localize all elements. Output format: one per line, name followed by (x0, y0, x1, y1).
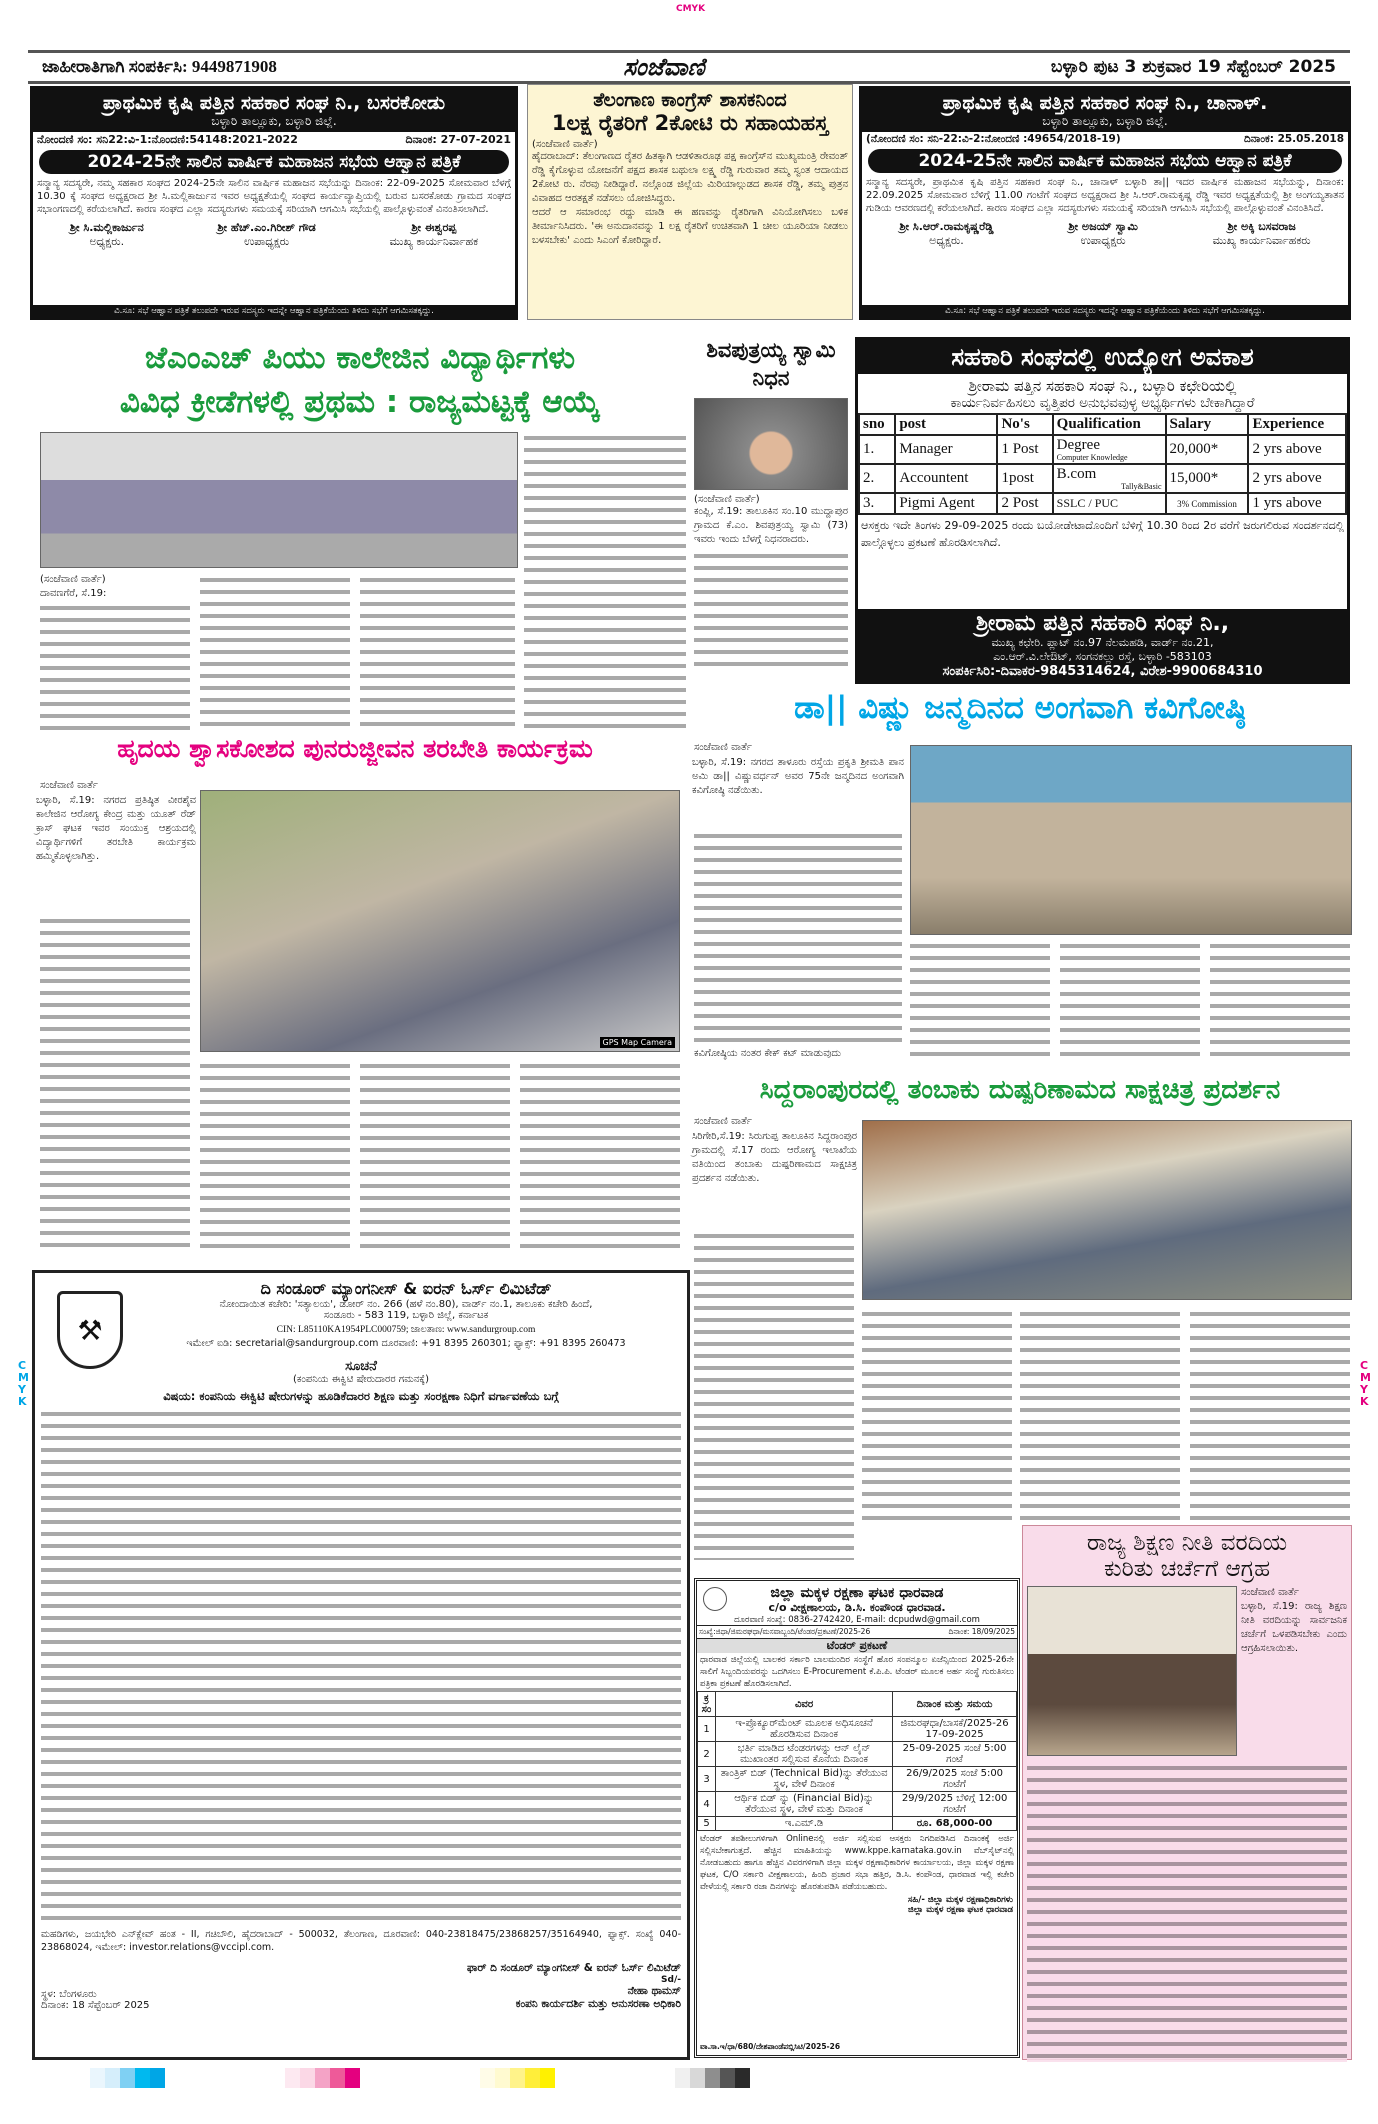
paragraph: ಆದರೆ ಆ ಸಮಾರಂಭ ರದ್ದು ಮಾಡಿ ಈ ಹಣವನ್ನು ರೈತರಿಗಾಗಿ ವಿನಿಯೋಗಿಸಲು ಬಳಿಕ ತೀರ್ಮಾನಿಸಿದರು. 'ಈ ಅನುದಾನವನ್ನು 1 ಲಕ್ಷ ರೈತರಿಗೆ ಉಚಿತವಾಗಿ 1 ಚೀಲ ಯೂರಿಯಾ ನೀಡಲು ಬಳಸಬೇಕು' ಎಂದು ಸಿಎಂಗೆ ಕೋರಿದ್ದಾರೆ. (532, 207, 848, 246)
tobacco-credit: ಸಂಜೆವಾಣಿ ವಾರ್ತೆ (694, 1116, 752, 1127)
reg-date: ದಿನಾಂಕ: 25.05.2018 (1244, 133, 1344, 145)
ad-line: ಕಾರ್ಯನಿರ್ವಹಿಸಲು ವೃತ್ತಿಪರ ಅನುಭವವುಳ್ಳ ಅಭ್ಯರ್ಥಿಗಳು ಬೇಕಾಗಿದ್ದಾರೆ (950, 395, 1255, 411)
headline: ರಾಜ್ಯ ಶಿಕ್ಷಣ ನೀತಿ ವರದಿಯ (1086, 1530, 1288, 1556)
cmyk-mark-right: CMYK (1360, 1359, 1371, 1408)
org-address: ಎಂ.ಆರ್.ವಿ.ಲೇಔಟ್, ಸಂಗನಕಲ್ಲು ರಸ್ತೆ, ಬಳ್ಳಾರಿ -583103 (993, 650, 1212, 663)
tender-intro: ಧಾರವಾಡ ಜಿಲ್ಲೆಯಲ್ಲಿ ಬಾಲಕರ ಸರ್ಕಾರಿ ಬಾಲಮಂದಿರ ಸಂಸ್ಥೆಗೆ ಹೊರ ಸಂಪನ್ಮೂಲ ಏಜೆನ್ಸಿಯಿಂದ 2025-26ನೇ ಸಾಲಿಗೆ ಸಿಬ್ಬಂದಿಯವರನ್ನು ಒದಗಿಸಲು E-Procurement ಕೆ.ಪಿ.ಪಿ. ಟೆಂಡರ್ ಮೂಲಕ ಅರ್ಹ ಸಂಸ್ಥೆ ಗುರುತಿಸಲು ಪತ್ರಿಕಾ ಪ್ರಕಟಣೆ ಹೊರಡಿಸಲಾಗಿದೆ. (700, 1655, 1014, 1689)
newspaper-logo: ಸಂಜೆವಾಣಿ (623, 53, 705, 81)
ad-note: ವಿ.ಸೂ: ಸಭೆ ಆಹ್ವಾನ ಪತ್ರಿಕೆ ತಲುಪದೇ ಇರುವ ಸದಸ್ಯರು ಇದನ್ನೇ ಆಹ್ವಾನ ಪತ್ರಿಕೆಯೆಂದು ತಿಳಿದು ಸಭೆಗೆ ಆಗಮಿಸತಕ್ಕದ್ದು. (33, 305, 515, 317)
ad-title: ಸಹಕಾರಿ ಸಂಘದಲ್ಲಿ ಉದ್ಯೋಗ ಅವಕಾಶ (858, 340, 1347, 374)
government-seal-icon (703, 1587, 727, 1611)
telangana-article (527, 84, 853, 320)
article-text (694, 830, 902, 1042)
org-address: ಮುಖ್ಯ ಕಛೇರಿ. ಪ್ಲಾಟ್ ನಂ.97 ನೆಲಮಹಡಿ, ವಾರ್ಡ್ ನಂ.21, (991, 636, 1214, 649)
signatory: ಶ್ರೀ ಅಜಯ್ ಸ್ವಾಮಿ ಉಪಾಧ್ಯಕ್ಷರು (1068, 220, 1138, 247)
notice-subject: ವಿಷಯ: ಕಂಪನಿಯ ಈಕ್ವಿಟಿ ಷೇರುಗಳನ್ನು ಹೂಡಿಕೆದಾರರ ಶಿಕ್ಷಣ ಮತ್ತು ಸಂರಕ್ಷಣಾ ನಿಧಿಗೆ ವರ್ಗಾವಣೆಯ ಬಗ್ಗೆ (163, 1389, 559, 1403)
place: ಸ್ಥಳ: ಬೆಂಗಳೂರು (41, 1989, 97, 2000)
table-row: 2 ಭರ್ತಿ ಮಾಡಿದ ಟೆಂಡರಗಳನ್ನು ಆನ್ ಲೈನ್ ಮುಖಾಂತರ ಸಲ್ಲಿಸುವ ಕೊನೆಯ ದಿನಾಂಕ 25-09-2025 ಸಂಜೆ 5:00 ಗಂಟೆ (698, 1742, 1017, 1767)
vishnu-credit: ಸಂಜೆವಾಣಿ ವಾರ್ತೆ (694, 742, 752, 753)
tender-footer: ಟೆಂಡರ್ ತಪಶೀಲುಗಳಿಗಾಗಿ Onlineನಲ್ಲಿ ಅರ್ಜಿ ಸಲ್ಲಿಸುವ ಆಸಕ್ತರು ನಿಗದಿಪಡಿಸಿದ ದಿನಾಂಕಕ್ಕೆ ಅರ್ಜಿ ಸಲ್ಲಿಸಬೇಕಾಗುತ್ತದೆ. ಹೆಚ್ಚಿನ ಮಾಹಿತಿಯನ್ನು www.kppe.karnataka.gov.in ವೆಬ್‌ಸೈಟ್‌ನಲ್ಲಿ ನೋಡಬಹುದು ಹಾಗೂ ಹೆಚ್ಚಿನ ವಿವರಗಳಿಗಾಗಿ ಜಿಲ್ಲಾ ಮಕ್ಕಳ ರಕ್ಷಣಾಧಿಕಾರಿಗಳ ಕಾರ್ಯಾಲಯ, ಜಿಲ್ಲಾ ಮಕ್ಕಳ ರಕ್ಷಣಾ ಘಟಕ, C/O ಸರ್ಕಾರಿ ವೀಕ್ಷಣಾಲಯ, ಹಿಂದಿ ಪ್ರಚಾರ ಸಭಾ ಹತ್ತಿರ, ಡಿ.ಸಿ. ಕಂಪೌಂಡ, ಧಾರವಾಡ ಇಲ್ಲಿ ಕಚೇರಿ ವೇಳೆಯಲ್ಲಿ ಸರ್ಕಾರಿ ರಜಾ ದಿನಗಳನ್ನು ಹೊರತುಪಡಿಸಿ ಪಡೆಯಬಹುದು. (700, 1834, 1014, 1892)
signature: ಸಹಿ/- ಜಿಲ್ಲಾ ಮಕ್ಕಳ ರಕ್ಷಣಾಧಿಕಾರಿಗಳು (907, 1895, 1013, 1905)
org-name: ಶ್ರೀರಾಮ ಪತ್ತಿನ ಸಹಕಾರಿ ಸಂಘ ನಿ., (975, 611, 1230, 636)
photo-tag: GPS Map Camera (600, 1037, 675, 1048)
obituary-photo (694, 398, 848, 490)
article-text (524, 432, 686, 732)
article-text (200, 1060, 350, 1255)
masthead (28, 50, 1350, 84)
headline: ಕುರಿತು ಚರ್ಚೆಗೆ ಆಗ್ರಹ (1103, 1556, 1271, 1582)
credit: ಸಂಜೆವಾಣಿ ವಾರ್ತೆ (1241, 1587, 1299, 1598)
tender-phone: ದೂರವಾಣಿ ಸಂಖ್ಯೆ: 0836-2742420, E-mail: dcpudwd@gmail.com (697, 1615, 1017, 1626)
sd: Sd/- (661, 1975, 681, 1985)
headline: ತೆಲಂಗಾಣ ಕಾಂಗ್ರೆಸ್ ಶಾಸಕನಿಂದ (593, 89, 787, 111)
cmyk-mark-left: CMYK (18, 1359, 29, 1408)
cpr-training-photo (200, 790, 680, 1052)
jmh-students-photo (40, 432, 518, 568)
ad-body: ಸನ್ಮಾನ್ಯ ಸದಸ್ಯರೇ, ಪ್ರಾಥಮಿಕ ಕೃಷಿ ಪತ್ತಿನ ಸಹಕಾರ ಸಂಘ ನಿ., ಚಾನಾಳ್ ಬಳ್ಳಾರಿ ತಾ|| ಇದರ ವಾರ್ಷಿಕ ಮಹಾಜನ ಸಭೆಯನ್ನು, ದಿನಾಂಕ: 22.09.2025 ಸೋಮವಾರ ಬೆಳಿಗ್ಗೆ 11.00 ಗಂಟೆಗೆ ಸಂಘದ ಅಧ್ಯಕ್ಷರಾದ ಶ್ರೀ ಸಿ.ಆರ್.ರಾಮಕೃಷ್ಣ ರೆಡ್ಡಿ ಇವರ ಅಧ್ಯಕ್ಷತೆಯಲ್ಲಿ ಶ್ರೀ ಅಂಗಯ್ಯತಾತನ ಗುಡಿಯ ಆವರಣದಲ್ಲಿ ಕರೆಯಲಾಗಿದೆ. ಕಾರಣ ಸಂಘದ ಎಲ್ಲಾ ಸದಸ್ಯರುಗಳು ಸಮಯಕ್ಕೆ ಸರಿಯಾಗಿ ಆಗಮಿಸಿ ಸಭೆಯಲ್ಲಿ ಪಾಲ್ಗೊಳ್ಳುವಂತೆ ವಿನಂತಿಸಿದೆ. (866, 177, 1344, 214)
jmh-headline: ಜೆಎಂಎಚ್ ಪಿಯು ಕಾಲೇಜಿನ ವಿದ್ಯಾರ್ಥಿಗಳು ವಿವಿಧ ಕ್ರೀಡೆಗಳಲ್ಲಿ ಪ್ರಥಮ : ರಾಜ್ಯಮಟ್ಟಕ್ಕೆ ಆಯ್ಕೆ (119, 340, 601, 420)
agm-banner: 2024-25ನೇ ಸಾಲಿನ ವಾರ್ಷಿಕ ಮಹಾಜನ ಸಭೆಯ ಆಹ್ವಾನ ಪತ್ರಿಕೆ (39, 150, 509, 174)
article-text (1210, 940, 1350, 1060)
tender-org: ಜಿಲ್ಲಾ ಮಕ್ಕಳ ರಕ್ಷಣಾ ಘಟಕ ಧಾರವಾಡ (770, 1585, 944, 1601)
article-text (1190, 1308, 1350, 1520)
company-cin: CIN: L85110KA1954PLC000759; ಜಾಲತಾಣ: www.sandurgroup.com (276, 1325, 536, 1335)
date: ದಿನಾಂಕ: 18 ಸೆಪ್ಟೆಂಬರ್ 2025 (41, 2000, 150, 2011)
tender-ref: ಸಂಖ್ಯೆ:ಜಿಧಾ/ಜಿಮರಘಧಾ/ಮಸವಾಬ್ಬಂದಿ/ಟೆಂಡರ/ಪ್ರಕಟಣೆ/2025-26 (699, 1627, 871, 1636)
rta-details: ಮಹಡಿಗಳು, ಜಯಭೇರಿ ಎನ್‌ಕ್ಲೇವ್ ಹಂತ - II, ಗಚಿಬೌಲಿ, ಹೈದರಾಬಾದ್ - 500032, ತೆಲಂಗಾಣ, ದೂರವಾಣಿ: 040-23818475/23868257/35164940, ಫ್ಯಾಕ್ಸ್. ಸಂಖ್ಯೆ 040-23868024, ಇಮೇಲ್: investor.relations@vccipl.com. (41, 1929, 681, 1953)
for-company: ಫಾರ್ ದಿ ಸಂಡೂರ್ ಮ್ಯಾಂಗನೀಸ್ & ಐರನ್ ಓರ್ಸ್ ಲಿಮಿಟೆಡ್ (467, 1962, 681, 1974)
basarakodu-agm-ad (30, 86, 518, 320)
headline: ಶಿವಪುತ್ರಯ್ಯ ಸ್ವಾಮಿ ನಿಧನ (706, 338, 836, 390)
tender-address: c/o ವೀಕ್ಷಣಾಲಯ, ಡಿ.ಸಿ. ಕಂಪೌಂಡ ಧಾರವಾಡ. (768, 1601, 946, 1614)
obituary (694, 336, 848, 696)
ad-note: ವಿ.ಸೂ: ಸಭೆ ಆಹ್ವಾನ ಪತ್ರಿಕೆ ತಲುಪದೇ ಇರುವ ಸದಸ್ಯರು ಇದನ್ನೇ ಆಹ್ವಾನ ಪತ್ರಿಕೆಯೆಂದು ತಿಳಿದು ಸಭೆಗೆ ಆಗಮಿಸತಕ್ಕದ್ದು. (862, 305, 1348, 317)
article-text (40, 915, 190, 1255)
article-text (360, 1060, 510, 1255)
notice-title: ಸೂಚನೆ (345, 1359, 377, 1374)
company-address: ಸಂಡೂರು - 583 119, ಬಳ್ಳಾರಿ ಜಿಲ್ಲೆ, ಕರ್ನಾಟಕ (323, 1310, 489, 1321)
article-lead: ದಾವಣಗೆರೆ, ಸೆ.19: (40, 588, 107, 599)
heart-lead: ಬಳ್ಳಾರಿ, ಸೆ.19: ನಗರದ ಪ್ರತಿಷ್ಠಿತ ವೀರಶೈವ ಕಾಲೇಜಿನ ಆರೋಗ್ಯ ಕೇಂದ್ರ ಮತ್ತು ಯೂತ್ ರೆಡ್ ಕ್ರಾಸ್ ಘಟಕ ಇವರ ಸಂಯುಕ್ತ ಆಶ್ರಯದಲ್ಲಿ ವಿದ್ಯಾರ್ಥಿಗಳಿಗೆ ತರಬೇತಿ ಕಾರ್ಯಕ್ರಮ ಹಮ್ಮಿಕೊಳ್ಳಲಾಗಿತ್ತು. (36, 795, 196, 862)
signatories (862, 220, 1348, 248)
tender-code: ವಾ.ಸಾ.ಇ/ಧಾ/680/ದೇಶಪಾಂಡೆಪಬ್ಲಿಸಿಟಿ/2025-26 (700, 2042, 841, 2051)
signatory: ಶ್ರೀ ಹೆಚ್.ಎಂ.ಗಿರೀಶ್ ಗೌಡ ಉಪಾಧ್ಯಕ್ಷರು (217, 221, 316, 248)
credit: (ಸಂಜೆವಾಣಿ ವಾರ್ತೆ) (532, 139, 598, 150)
article-text (360, 574, 515, 730)
table-row: 4 ಆರ್ಥಿಕ ಬಿಡ್ ನ್ನು (Financial Bid)ನ್ನು ತೆರೆಯುವ ಸ್ಥಳ, ವೇಳೆ ಮತ್ತು ದಿನಾಂಕ 29/9/2025 ಬೆಳಿಗ್ಗೆ 12:00 ಗಂಟೆಗೆ (698, 1792, 1017, 1817)
ad-notice: ಆಸಕ್ತರು ಇದೇ ತಿಂಗಳು 29-09-2025 ರಂದು ಬಯೋಡೇಟಾದೊಂದಿಗೆ ಬೆಳಿಗ್ಗೆ 10.30 ರಿಂದ 2ರ ವರೆಗೆ ಜರುಗಲಿರುವ ಸಂದರ್ಶನದಲ್ಲಿ ಪಾಲ್ಗೊಳ್ಳಲು ಪ್ರಕಟಣೆ ಹೊರಡಿಸಲಾಗಿದೆ. (861, 519, 1344, 549)
heart-credit: ಸಂಜೆವಾಣಿ ವಾರ್ತೆ (40, 780, 98, 791)
chanal-agm-ad (859, 86, 1351, 320)
company-contact: ಇಮೇಲ್ ಐಡಿ: secretarial@sandurgroup.com ದೂರವಾಣಿ: +91 8395 260301; ಫ್ಯಾಕ್ಸ್: +91 8395 260473 (186, 1338, 626, 1349)
company-name: ದಿ ಸಂಡೂರ್ ಮ್ಯಾಂಗನೀಸ್ & ಐರನ್ ಓರ್ಸ್ ಲಿಮಿಟೆಡ್ (260, 1279, 552, 1298)
ad-body: ಸನ್ಮಾನ್ಯ ಸದಸ್ಯರೇ, ನಮ್ಮ ಸಹಕಾರ ಸಂಘದ 2024-25ನೇ ಸಾಲಿನ ವಾರ್ಷಿಕ ಮಹಾಜನ ಸಭೆಯನ್ನು ದಿನಾಂಕ: 22-09-2025 ಸೋಮವಾರ ಬೆಳಗ್ಗೆ 10.30 ಕ್ಕೆ ಸಂಘದ ಅಧ್ಯಕ್ಷರಾದ ಶ್ರೀ ಸಿ.ಮಲ್ಲಿಕಾರ್ಜುನ ಇವರ ಅಧ್ಯಕ್ಷತೆಯಲ್ಲಿ ಸಂಘದ ಕಾರ್ಯವ್ಯಾಪ್ತಿಯಲ್ಲಿ ಬರುವ ಬಸರಕೋಡು ಗ್ರಾಮದ ಸಂಘದ ಸಭಾಂಗಣದಲ್ಲಿ ಕರೆಯಲಾಗಿದೆ. ಕಾರಣ ಸಂಘದ ಎಲ್ಲಾ ಸದಸ್ಯರುಗಳು ಸಮಯಕ್ಕೆ ಸರಿಯಾಗಿ ಆಗಮಿಸಿ ಸಭೆಯಲ್ಲಿ ಪಾಲ್ಗೊಳ್ಳುವಂತೆ ವಿನಂತಿಸಲಾಗಿದೆ. (37, 178, 511, 215)
credit: (ಸಂಜೆವಾಣಿ ವಾರ್ತೆ) (694, 494, 760, 505)
table-row: 1. Manager 1 Post Degree Computer Knowledge 20,000* 2 yrs above (859, 435, 1346, 464)
tobacco-headline: ಸಿದ್ದರಾಂಪುರದಲ್ಲಿ ತಂಬಾಕು ದುಷ್ಪರಿಣಾಮದ ಸಾಕ್ಷಚಿತ್ರ ಪ್ರದರ್ಶನ (759, 1075, 1281, 1105)
ad-title: ಪ್ರಾಥಮಿಕ ಕೃಷಿ ಪತ್ತಿನ ಸಹಕಾರ ಸಂಘ ನಿ., ಬಸರಕೋಡು (102, 92, 446, 114)
article-text (910, 940, 1050, 1060)
job-table: sno post No's Qualification Salary Experience 1. Manager 1 Post Degree Computer Knowledge 20,000* 2 yrs above 2. Accountent 1post B.com Tally&Basic 15,000* 2 yrs above 3. Pigmi Agent 2 Post SSLC / PUC 3% Commission 1 yrs above (858, 413, 1347, 515)
tobacco-lead: ಸಿರಿಗೇರಿ,ಸೆ.19: ಸಿರುಗುಪ್ಪ ತಾಲೂಕಿನ ಸಿದ್ದರಾಂಪುರ ಗ್ರಾಮದಲ್ಲಿ ಸೆ.17 ರಂದು ಆರೋಗ್ಯ ಇಲಾಖೆಯ ವತಿಯಿಂದ ತಂಬಾಕು ದುಷ್ಪರಿಣಾಮದ ಸಾಕ್ಷಚಿತ್ರ ಪ್ರದರ್ಶನ ನಡೆಯಿತು. (692, 1131, 857, 1184)
vishnu-lead: ಬಳ್ಳಾರಿ, ಸೆ.19: ನಗರದ ತಾಳೂರು ರಸ್ತೆಯ ಪ್ರಕೃತಿ ಶ್ರೀಮತಿ ಪಾನ ಅಮಿ ಡಾ|| ವಿಷ್ಣುವರ್ಧನ್ ಅವರ 75ನೇ ಜನ್ಮದಿನದ ಅಂಗವಾಗಿ ಕವಿಗೋಷ್ಠಿ ನಡೆಯಿತು. (692, 757, 904, 796)
article-text (40, 602, 190, 730)
article-text (520, 1060, 680, 1255)
signatory: ಶ್ರೀ ಸಿ.ಆರ್.ರಾಮಕೃಷ್ಣರೆಡ್ಡಿ ಅಧ್ಯಕ್ಷರು. (899, 220, 994, 247)
vishnu-headline: ಡಾ|| ವಿಷ್ಣು ಜನ್ಮದಿನದ ಅಂಗವಾಗಿ ಕವಿಗೋಷ್ಠಿ (794, 690, 1246, 726)
article-text (1027, 1762, 1347, 2062)
signatory: ಶ್ರೀ ಅಕ್ಕಿ ಬಸವರಾಜ ಮುಖ್ಯ ಕಾರ್ಯನಿರ್ವಾಹಕರು (1212, 220, 1311, 247)
meeting-photo (1027, 1586, 1237, 1756)
table-row: 2. Accountent 1post B.com Tally&Basic 15,000* 2 yrs above (859, 464, 1346, 493)
paragraph: ಹೈದರಾಬಾದ್: ತೆಲಂಗಾಣದ ರೈತರ ಹಿತಕ್ಕಾಗಿ ಆಡಳಿತಾರೂಢ ಪಕ್ಷ ಕಾಂಗ್ರೆಸ್‌ನ ಮುಖ್ಯಮಂತ್ರಿ ರೇವಂತ್ ರೆಡ್ಡಿ ಕೈಗೊಳ್ಳುವ ಯೋಜನೆಗೆ ಪಕ್ಷದ ಶಾಸಕ ಬಥುಲಾ ಲಕ್ಷ್ಮ ರೆಡ್ಡಿ ಗುರುವಾರ ತಮ್ಮ ಸ್ವಂತ ಆದಾಯದ 2ಕೋಟಿ ರು. ನೆರವು ನೀಡಿದ್ದಾರೆ. ನಲ್ಗೊಂಡ ಜಿಲ್ಲೆಯ ಮಿರಿಯಾಲ್ಗುಡದ ಶಾಸಕ ರೆಡ್ಡಿ, ತಮ್ಮ ಪುತ್ರನ ವಿವಾಹದ ಆರತಕ್ಷತೆ ನಡೆಸಲು ಯೋಜಿಸಿದ್ದರು. (532, 151, 848, 204)
tender-notice-ad (694, 1578, 1020, 2058)
article-text (862, 1308, 1012, 1520)
paragraph: ಕಂಪ್ಲಿ, ಸೆ.19: ತಾಲೂಕಿನ ಸಂ.10 ಮುದ್ದಾಪುರ ಗ್ರಾಮದ ಕೆ.ಎಂ. ಶಿವಪುತ್ರಯ್ಯ ಸ್ವಾಮಿ (73) ಇವರು ಇಂದು ಬೆಳಗ್ಗೆ ನಿಧನರಾದರು. (694, 506, 848, 545)
ad-title: ಪ್ರಾಥಮಿಕ ಕೃಷಿ ಪತ್ತಿನ ಸಹಕಾರ ಸಂಘ ನಿ., ಚಾನಾಳ್. (942, 92, 1268, 114)
signature: ಜಿಲ್ಲಾ ಮಕ್ಕಳ ರಕ್ಷಣಾ ಘಟಕ ಧಾರವಾಡ (908, 1905, 1013, 1915)
print-color-bars (90, 2068, 1290, 2092)
lead: ಬಳ್ಳಾರಿ, ಸೆ.19: ರಾಜ್ಯ ಶಿಕ್ಷಣ ನೀತಿ ವರದಿಯನ್ನು ಸಾರ್ವಜನಿಕ ಚರ್ಚೆಗೆ ಒಳಪಡಿಸಬೇಕು ಎಂದು ಆಗ್ರಹಿಸಲಾಯಿತು. (1241, 1601, 1347, 1654)
article-text (200, 574, 350, 730)
tender-table: ಕ್ರ ಸಂ ವಿವರ ದಿನಾಂಕ ಮತ್ತು ಸಮಯ 1 ಇ-ಪ್ರೊಕ್ಯೂರ್‌ಮೆಂಟ್ ಮೂಲಕ ಅಧಿಸೂಚನೆ ಹೊರಡಿಸುವ ದಿನಾಂಕ ಜಿಮರಘಧಾ/ಬಾಸಕೆ/2025-26 17-09-2025 2 ಭರ್ತಿ ಮಾಡಿದ ಟೆಂಡರಗಳನ್ನು ಆನ್ ಲೈನ್ ಮುಖಾಂತರ ಸಲ್ಲಿಸುವ ಕೊನೆಯ ದಿನಾಂಕ 25-09-2025 ಸಂಜೆ 5:00 ಗಂಟೆ 3 ತಾಂತ್ರಿಕ್ ಬಿಡ್ (Technical Bid)ನ್ನು ತೆರೆಯುವ ಸ್ಥಳ, ವೇಳೆ ದಿನಾಂಕ 26/9/2025 ಸಂಜೆ 5:00 ಗಂಟೆಗೆ 4 ಆರ್ಥಿಕ ಬಿಡ್ ನ್ನು (Financial Bid)ನ್ನು ತೆರೆಯುವ ಸ್ಥಳ, ವೇಳೆ ಮತ್ತು ದಿನಾಂಕ 29/9/2025 ಬೆಳಿಗ್ಗೆ 12:00 ಗಂಟೆಗೆ 5 ಇ.ಎಮ್.ಡಿ ರೂ. 68,000-00 (697, 1691, 1017, 1831)
article-text (694, 550, 848, 670)
signer-role: ಕಂಪನಿ ಕಾರ್ಯದರ್ಶಿ ಮತ್ತು ಅನುಸರಣಾ ಅಧಿಕಾರಿ (515, 1998, 681, 2010)
tender-heading: ಟೆಂಡರ್ ಪ್ರಕಟಣೆ (697, 1639, 1017, 1653)
dateline: ಬಳ್ಳಾರಿ ಪುಟ 3 ಶುಕ್ರವಾರ 19 ಸೆಪ್ಟೆಂಬರ್ 2025 (1050, 57, 1336, 77)
reg-no: ನೋಂದಣಿ ಸಂ: ಸನಿ22:ವಿ-1:ನೊಂದಣಿ:54148:2021-2022 (37, 133, 298, 146)
signatory: ಶ್ರೀ ಸಿ.ಮಲ್ಲಿಕಾರ್ಜುನ ಅಧ್ಯಕ್ಷರು. (69, 221, 144, 248)
table-row: 3 ತಾಂತ್ರಿಕ್ ಬಿಡ್ (Technical Bid)ನ್ನು ತೆರೆಯುವ ಸ್ಥಳ, ವೇಳೆ ದಿನಾಂಕ 26/9/2025 ಸಂಜೆ 5:00 ಗಂಟೆಗೆ (698, 1767, 1017, 1792)
reg-date: ದಿನಾಂಕ: 27-07-2021 (405, 133, 511, 146)
notice-body (41, 1408, 681, 1928)
signatories (33, 221, 515, 249)
table-row: 3. Pigmi Agent 2 Post SSLC / PUC 3% Commission 1 yrs above (859, 493, 1346, 514)
sandur-notice-ad (32, 1270, 690, 2060)
contact: ಸಂಪರ್ಕಿಸಿರಿ:-ದಿವಾಕರ-9845314624, ವಿರೇಶ-9900684310 (942, 664, 1263, 679)
signer-name: ನೇಹಾ ಥಾಮಸ್ (627, 1985, 681, 1997)
tobacco-screening-photo (862, 1120, 1352, 1300)
company-emblem-icon: ⚒ (57, 1291, 123, 1369)
article-credit: (ಸಂಜೆವಾಣಿ ವಾರ್ತೆ) (40, 574, 106, 585)
article-text (1060, 940, 1200, 1060)
heart-headline: ಹೃದಯ ಶ್ವಾಸಕೋಶದ ಪುನರುಜ್ಜೀವನ ತರಬೇತಿ ಕಾರ್ಯಕ್ರಮ (117, 734, 593, 763)
education-policy-article (1022, 1525, 1352, 2060)
table-row: 5 ಇ.ಎಮ್.ಡಿ ರೂ. 68,000-00 (698, 1817, 1017, 1831)
agm-banner: 2024-25ನೇ ಸಾಲಿನ ವಾರ್ಷಿಕ ಮಹಾಜನ ಸಭೆಯ ಆಹ್ವಾನ ಪತ್ರಿಕೆ (868, 149, 1342, 173)
ad-line: ಶ್ರೀರಾಮ ಪತ್ತಿನ ಸಹಕಾರಿ ಸಂಘ ನಿ., ಬಳ್ಳಾರಿ ಕಛೇರಿಯಲ್ಲಿ (968, 377, 1237, 395)
cmyk-mark-top: CMYK (676, 4, 706, 14)
vishnu-tail: ಕವಿಗೋಷ್ಠಿಯ ನಂತರ ಕೇಕ್ ಕಟ್ ಮಾಡುವುದು (694, 1048, 842, 1059)
tender-date: ದಿನಾಂಕ: 18/09/2025 (948, 1627, 1015, 1636)
reg-no: (ನೋಂದಣಿ ಸಂ: ಸನಿ-22:ವಿ-2:ನೋಂದಣಿ :49654/2018-19) (866, 133, 1121, 145)
job-opening-ad (855, 337, 1350, 684)
notice-subtitle: (ಕಂಪನಿಯ ಈಕ್ವಿಟಿ ಷೇರುದಾರರ ಗಮನಕ್ಕೆ) (292, 1374, 430, 1385)
kavigoshti-photo (910, 745, 1352, 935)
ad-subtitle: ಬಳ್ಳಾರಿ ತಾಲ್ಲೂಕು, ಬಳ್ಳಾರಿ ಜಿಲ್ಲೆ. (211, 114, 337, 128)
ad-subtitle: ಬಳ್ಳಾರಿ ತಾಲ್ಲೂಕು, ಬಳ್ಳಾರಿ ಜಿಲ್ಲೆ. (1042, 114, 1168, 128)
article-text (1020, 1308, 1180, 1520)
headline: 1ಲಕ್ಷ ರೈತರಿಗೆ 2ಕೋಟಿ ರು ಸಹಾಯಹಸ್ತ (551, 111, 829, 135)
table-row: 1 ಇ-ಪ್ರೊಕ್ಯೂರ್‌ಮೆಂಟ್ ಮೂಲಕ ಅಧಿಸೂಚನೆ ಹೊರಡಿಸುವ ದಿನಾಂಕ ಜಿಮರಘಧಾ/ಬಾಸಕೆ/2025-26 17-09-2025 (698, 1717, 1017, 1742)
signatory: ಶ್ರೀ ಈಶ್ವರಪ್ಪ ಮುಖ್ಯ ಕಾರ್ಯನಿರ್ವಾಹಕ (389, 221, 479, 248)
ad-contact: ಜಾಹೀರಾತಿಗಾಗಿ ಸಂಪರ್ಕಿಸಿ: 9449871908 (42, 57, 277, 76)
company-address: ನೋಂದಾಯಿತ ಕಚೇರಿ: 'ಸತ್ಯಾಲಯ', ಡೋರ್ ನಂ. 266 (ಹಳೆ ನಂ.80), ವಾರ್ಡ್ ನಂ.1, ತಾಲೂಕು ಕಚೇರಿ ಹಿಂದೆ, (219, 1299, 593, 1310)
article-text (694, 1230, 854, 1560)
